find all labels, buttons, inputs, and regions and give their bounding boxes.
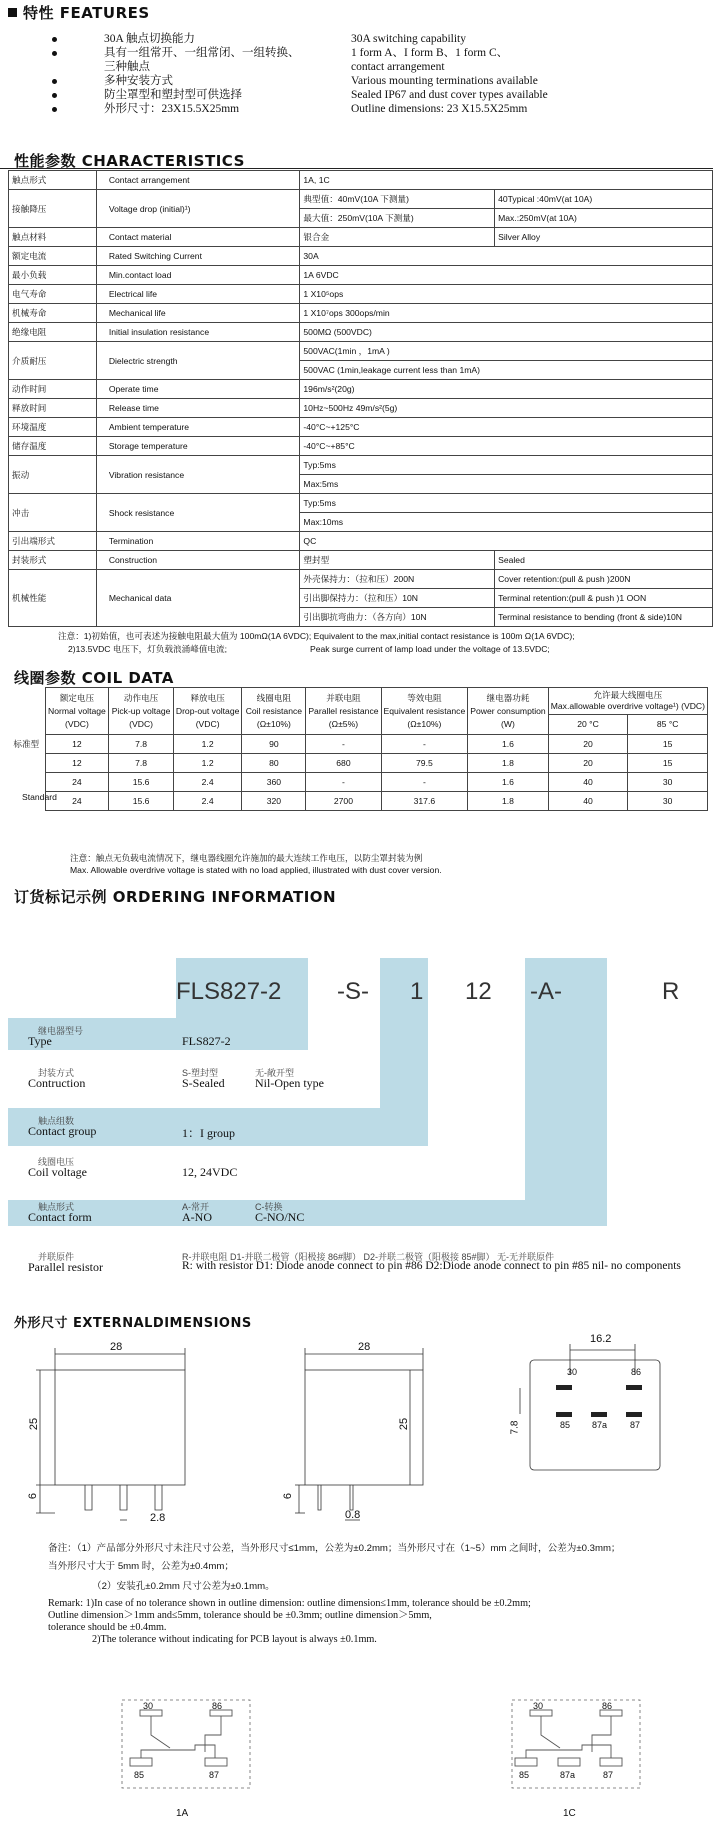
char-value-cell: 引出脚保持力：（拉和压）10N — [300, 589, 495, 608]
view3-pin-86: 86 — [631, 1367, 642, 1377]
char-cn-cell: 触点形式 — [9, 171, 97, 190]
coil-cell: 30 — [628, 792, 708, 811]
char-en-cell: Contact material — [96, 228, 300, 247]
char-value-cell: QC — [300, 532, 713, 551]
coil-row — [8, 773, 708, 792]
char-value-cell: 1A 6VDC — [300, 266, 713, 285]
coil-header-cell — [109, 688, 174, 735]
coil-header-cn: 继电器功耗 — [486, 692, 530, 703]
char-value-en-cell: Max.:250mV(at 10A) — [495, 209, 713, 228]
coil-cell: 317.6 — [381, 792, 468, 811]
char-value-cell: 500MΩ (500VDC) — [300, 323, 713, 342]
feature-cn: 外形尺寸：23X15.5X25mm — [104, 103, 240, 115]
ordering-row-value-cn: R-并联电阻 D1-并联二极管（阳极接 86#脚） D2-并联二极管（阳极接 85#脚） 无-无并联原件 — [182, 1252, 555, 1262]
features-heading: 特性 FEATURES — [8, 2, 150, 23]
remark-line-7: 2)The tolerance without indicating for PCB layout is always ±0.1mm. — [92, 1634, 377, 1645]
bullet-icon — [52, 93, 57, 98]
ordering-row-value2: C-NO/NC — [255, 1210, 305, 1224]
characteristics-row — [9, 342, 713, 361]
schematic-1c-pin-87: 87 — [603, 1770, 614, 1780]
remark-line-6: tolerance should be ±0.4mm. — [48, 1622, 167, 1633]
ordering-row-value: 1：I group — [182, 1126, 235, 1140]
char-value-en-cell: Cover retention:(pull & push )200N — [495, 570, 713, 589]
characteristics-row — [9, 532, 713, 551]
feature-en: Various mounting terminations available — [351, 75, 538, 87]
coil-row-label — [8, 754, 45, 773]
view2-pin: 6 — [282, 1492, 295, 1500]
coil-note-cn: 注意：触点无负载电流情况下，继电器线圈允许施加的最大连续工作电压，以防尘罩封装为例 — [70, 853, 423, 863]
char-value-cell: Typ:5ms — [300, 456, 713, 475]
characteristics-row — [9, 494, 713, 513]
ordering-code-part: -A- — [530, 978, 562, 1005]
char-cn-cell: 封装形式 — [9, 551, 97, 570]
feature-cn: 多种安装方式 — [104, 75, 173, 87]
coil-cell: 7.8 — [109, 735, 174, 754]
char-cn-cell: 绝缘电阻 — [9, 323, 97, 342]
schematics — [0, 1690, 728, 1800]
coil-cell: 1.2 — [173, 735, 242, 754]
coil-cell: 24 — [45, 773, 109, 792]
coil-cell: 20 — [548, 735, 628, 754]
characteristics-heading: 性能参数 CHARACTERISTICS — [14, 152, 245, 170]
char-value-en-cell: Terminal retention:(pull & push )1 OON — [495, 589, 713, 608]
schematic-1c-label: 1C — [563, 1808, 576, 1819]
view1-pin-width: 2.8 — [150, 1512, 166, 1524]
char-en-cell: Electrical life — [96, 285, 300, 304]
coil-cell: 20 — [548, 754, 628, 773]
char-value-cell: 196m/s²(20g) — [300, 380, 713, 399]
coil-table — [8, 687, 708, 811]
coil-cell: 2.4 — [173, 792, 242, 811]
char-cn-cell: 介质耐压 — [9, 342, 97, 380]
dimension-drawings — [0, 1330, 728, 1530]
char-value-cell: 500VAC(1min ，1mA ) — [300, 342, 713, 361]
schematic-1c-outline — [512, 1700, 640, 1788]
char-cn-cell: 额定电流 — [9, 247, 97, 266]
coil-header-cell — [45, 688, 109, 735]
coil-cell: 320 — [242, 792, 306, 811]
char-cn-cell: 环境温度 — [9, 418, 97, 437]
remark-line-5: Outline dimension＞1mm and≤5mm, tolerance should be ±0.3mm; outline dimension＞5mm, — [48, 1610, 432, 1621]
schematic-1a-label: 1A — [176, 1808, 189, 1819]
char-en-cell: Operate time — [96, 380, 300, 399]
schematic-1c-pin-86: 86 — [602, 1701, 613, 1711]
coil-cell: 1.6 — [468, 773, 548, 792]
coil-row — [8, 754, 708, 773]
coil-header-cn: 额定电压 — [59, 692, 95, 703]
coil-cell: - — [306, 735, 381, 754]
ordering-row-value-cn: S-塑封型 — [182, 1068, 219, 1078]
coil-header-en: Equivalent resistance — [383, 705, 466, 716]
char-en-cell: Termination — [96, 532, 300, 551]
characteristics-row — [9, 285, 713, 304]
characteristics-row — [9, 399, 713, 418]
coil-header-row — [8, 688, 708, 715]
characteristics-row — [9, 418, 713, 437]
remark-line-4: Remark: 1)In case of no tolerance shown in outline dimension: outline dimension≤1mm, tolerance should be ±0.2mm; — [48, 1598, 531, 1609]
coil-header-cell — [306, 688, 381, 735]
coil-cell: 12 — [45, 735, 109, 754]
coil-header-cn: 并联电阻 — [326, 692, 361, 703]
char-en-cell: Dielectric strength — [96, 342, 300, 380]
char-value-cell: 1 X10⁵ops — [300, 285, 713, 304]
coil-cell: 24 — [45, 792, 109, 811]
coil-header-unit: (VDC) — [195, 718, 220, 729]
coil-cell: 2.4 — [173, 773, 242, 792]
feature-en: contact arrangement — [351, 61, 445, 73]
characteristics-rule — [0, 168, 713, 169]
view2-width: 28 — [358, 1341, 371, 1353]
ordering-code-part: R — [662, 978, 680, 1005]
char-value-cell: Typ:5ms — [300, 494, 713, 513]
coil-header-unit: (W) — [501, 718, 515, 729]
ordering-row-value: 12, 24VDC — [182, 1165, 238, 1179]
characteristics-row — [9, 380, 713, 399]
coil-header-unit: (Ω±5%) — [328, 718, 359, 729]
char-en-cell: Voltage drop (initial)¹) — [96, 190, 300, 228]
remark-line-1: 备注：（1）产品部分外形尺寸未注尺寸公差，当外形尺寸≤1mm，公差为±0.2mm；当外形尺寸在（1~5）mm 之间时，公差为±0.3mm； — [48, 1543, 621, 1554]
ordering-row-en: Contact group — [28, 1124, 97, 1138]
coil-cell: 90 — [242, 735, 306, 754]
feature-cn: 具有一组常开、一组常闭、一组转换、 — [104, 47, 300, 59]
coil-cell: 79.5 — [381, 754, 468, 773]
ordering-row-value2-cn: C-转换 — [255, 1202, 283, 1212]
ordering-code-part: FLS827-2 — [176, 978, 282, 1005]
feature-en: Outline dimensions: 23 X15.5X25mm — [351, 103, 528, 115]
char-cn-cell: 电气寿命 — [9, 285, 97, 304]
bullet-icon — [52, 51, 57, 56]
char-en-cell: Release time — [96, 399, 300, 418]
view3-pin-87a: 87a — [592, 1420, 608, 1430]
char-value-cell: 1A, 1C — [300, 171, 713, 190]
char-value-cell: Max:5ms — [300, 475, 713, 494]
ordering-row-value: S-Sealed — [182, 1076, 225, 1090]
schematic-1a-pin-85: 85 — [134, 1770, 145, 1780]
coil-temp-cell: 85 °C — [628, 714, 708, 734]
char-value-cell: 1 X10⁷ops 300ops/min — [300, 304, 713, 323]
char-cn-cell: 机械性能 — [9, 570, 97, 627]
feature-cn: 三种触点 — [104, 61, 150, 73]
coil-header-en: Drop-out voltage — [175, 705, 240, 716]
coil-cell: 40 — [548, 773, 628, 792]
coil-cell: - — [381, 735, 468, 754]
ordering-row-en: Coil voltage — [28, 1165, 87, 1179]
schematic-1a-pin-87: 87 — [209, 1770, 220, 1780]
ordering-code-part: 12 — [465, 978, 492, 1005]
char-cn-cell: 接触降压 — [9, 190, 97, 228]
char-value-en-cell: Silver Alloy — [495, 228, 713, 247]
coil-cell: 1.8 — [468, 792, 548, 811]
coil-heading: 线圈参数 COIL DATA — [14, 669, 174, 687]
coil-cell: 30 — [628, 773, 708, 792]
char-en-cell: Construction — [96, 551, 300, 570]
ordering-row-value2: Nil-Open type — [255, 1076, 324, 1090]
coil-header-en: Parallel resistance — [308, 705, 379, 716]
coil-header-unit: (VDC) — [129, 718, 154, 729]
coil-cell: 680 — [306, 754, 381, 773]
dimensions-heading: 外形尺寸 EXTERNALDIMENSIONS — [14, 1316, 252, 1331]
schematic-1c-pin-30: 30 — [533, 1701, 544, 1711]
view2-height: 25 — [398, 1417, 411, 1431]
square-icon — [8, 8, 17, 17]
view3-pin-85: 85 — [560, 1420, 571, 1430]
coil-header-en: Max.allowable overdrive voltage¹) (VDC) — [550, 700, 705, 711]
characteristics-row — [9, 456, 713, 475]
coil-header-cell — [242, 688, 306, 735]
ordering-code-part: 1 — [410, 978, 424, 1005]
char-en-cell: Rated Switching Current — [96, 247, 300, 266]
ordering-row-cn: 触点形式 — [38, 1202, 75, 1212]
remark-line-2: 当外形尺寸大于 5mm 时，公差为±0.4mm； — [48, 1561, 234, 1572]
ordering-row-en: Parallel resistor — [28, 1260, 103, 1274]
coil-header-cn: 线圈电阻 — [256, 692, 292, 703]
char-en-cell: Storage temperature — [96, 437, 300, 456]
char-value-en-cell: 40Typical :40mV(at 10A) — [495, 190, 713, 209]
char-value-cell: 银合金 — [300, 228, 495, 247]
coil-note-en: Max. Allowable overdrive voltage is stated with no load applied, illustrated with dust cover version. — [70, 865, 442, 875]
coil-cell: 40 — [548, 792, 628, 811]
coil-cell: 1.6 — [468, 735, 548, 754]
view3-height: 7.8 — [509, 1420, 521, 1435]
char-value-en-cell: Terminal resistance to bending (front & side)10N — [495, 608, 713, 627]
coil-header-unit: (Ω±10%) — [256, 718, 291, 729]
ordering-row-cn: 封装方式 — [38, 1068, 75, 1078]
coil-cell: 360 — [242, 773, 306, 792]
view1-height: 25 — [28, 1417, 41, 1431]
characteristics-note-1: 注意：1)初始值，也可表述为接触电阻最大值为 100mΩ(1A 6VDC); Equivalent to the max,initial contact resistance is 100m Ω(1A 6VDC); — [58, 631, 575, 641]
coil-row — [8, 792, 708, 811]
characteristics-row — [9, 323, 713, 342]
coil-cell: 15.6 — [109, 792, 174, 811]
coil-row-label — [8, 773, 45, 792]
characteristics-row — [9, 437, 713, 456]
view3-pin-87: 87 — [630, 1420, 641, 1430]
view1-width: 28 — [110, 1341, 123, 1353]
schematic-1a-pin-86: 86 — [212, 1701, 223, 1711]
form-row-band — [8, 1200, 607, 1226]
coil-row-label — [8, 735, 45, 754]
characteristics-row — [9, 247, 713, 266]
char-en-cell: Shock resistance — [96, 494, 300, 532]
feature-en: 1 form A、I form B、1 form C、 — [351, 47, 509, 59]
char-cn-cell: 最小负载 — [9, 266, 97, 285]
coil-temp-cell: 20 °C — [548, 714, 628, 734]
coil-row-label-cn: 标准型 — [13, 739, 40, 749]
feature-en: Sealed IP67 and dust cover types available — [351, 89, 548, 101]
coil-header-unit: (Ω±10%) — [407, 718, 442, 729]
coil-standard-label: Standard — [22, 792, 57, 802]
bullet-icon — [52, 107, 57, 112]
char-cn-cell: 机械寿命 — [9, 304, 97, 323]
coil-header-cell — [173, 688, 242, 735]
char-cn-cell: 引出端形式 — [9, 532, 97, 551]
ordering-row-cn: 继电器型号 — [38, 1026, 84, 1036]
coil-header-en: Coil resistance — [245, 705, 303, 716]
ordering-row-value: A-NO — [182, 1210, 212, 1224]
characteristics-row — [9, 171, 713, 190]
characteristics-note-2a: 2)13.5VDC 电压下，灯负载浪涌峰值电流; — [68, 644, 228, 654]
char-cn-cell: 振动 — [9, 456, 97, 494]
coil-cell: 1.2 — [173, 754, 242, 773]
coil-blank-cell — [8, 688, 45, 735]
characteristics-note-2b: Peak surge current of lamp load under the voltage of 13.5VDC; — [310, 644, 550, 654]
characteristics-row — [9, 266, 713, 285]
ordering-row-value: R: with resistor D1: Diode anode connect to pin #86 D2:Diode anode connect to pin #85 nil- no components — [182, 1260, 681, 1272]
bullet-icon — [52, 37, 57, 42]
char-value-cell: 最大值：250mV(10A 下测量) — [300, 209, 495, 228]
ordering-heading: 订货标记示例 ORDERING INFORMATION — [14, 888, 337, 906]
char-en-cell: Contact arrangement — [96, 171, 300, 190]
coil-header-cn: 释放电压 — [190, 692, 225, 703]
char-value-cell: 引出脚抗弯曲力：（各方向）10N — [300, 608, 495, 627]
char-value-cell: 外壳保持力：（拉和压）200N — [300, 570, 495, 589]
coil-cell: 80 — [242, 754, 306, 773]
view3-pin-30: 30 — [567, 1367, 578, 1377]
coil-header-cn: 等效电阻 — [407, 692, 442, 703]
characteristics-row — [9, 304, 713, 323]
coil-header-cell — [381, 688, 468, 735]
coil-header-unit: (VDC) — [64, 718, 89, 729]
coil-header-cell — [468, 688, 548, 735]
coil-cell: 15 — [628, 735, 708, 754]
ordering-row-en: Contruction — [28, 1076, 86, 1090]
feature-cn: 防尘罩型和塑封型可供选择 — [104, 89, 242, 101]
char-en-cell: Ambient temperature — [96, 418, 300, 437]
coil-header-cell — [548, 688, 707, 715]
char-value-cell: -40°C~+125°C — [300, 418, 713, 437]
ordering-row-cn: 触点组数 — [38, 1116, 75, 1126]
ordering-row-value-cn: A-常开 — [182, 1202, 210, 1212]
view1-body — [55, 1370, 185, 1485]
ordering-row-value: FLS827-2 — [182, 1034, 231, 1048]
schematic-1c-pin-87a: 87a — [560, 1770, 576, 1780]
char-value-en-cell: Sealed — [495, 551, 713, 570]
coil-header-cn: 动作电压 — [123, 692, 159, 703]
characteristics-row — [9, 570, 713, 589]
bullet-icon — [52, 79, 57, 84]
ordering-row-value2-cn: 无-敞开型 — [255, 1068, 294, 1078]
ordering-code-part: -S- — [337, 978, 369, 1005]
remark-line-3: （2）安装孔±0.2mm 尺寸公差为±0.1mm。 — [92, 1581, 275, 1592]
coil-header-cn: 允许最大线圈电压 — [593, 689, 663, 700]
char-value-cell: 塑封型 — [300, 551, 495, 570]
ordering-row-en: Type — [28, 1034, 52, 1048]
coil-cell: 12 — [45, 754, 109, 773]
coil-header-en: Normal voltage — [48, 705, 106, 716]
char-cn-cell: 触点材料 — [9, 228, 97, 247]
char-value-cell: 500VAC (1min,leakage current less than 1mA) — [300, 361, 713, 380]
char-value-cell: -40°C~+85°C — [300, 437, 713, 456]
char-cn-cell: 动作时间 — [9, 380, 97, 399]
coil-cell: 2700 — [306, 792, 381, 811]
char-en-cell: Min.contact load — [96, 266, 300, 285]
coil-cell: - — [381, 773, 468, 792]
char-en-cell: Mechanical data — [96, 570, 300, 627]
ordering-row-en: Contact form — [28, 1210, 92, 1224]
coil-cell: - — [306, 773, 381, 792]
characteristics-table — [8, 170, 713, 627]
char-cn-cell: 冲击 — [9, 494, 97, 532]
coil-header-en: Pick-up voltage — [111, 705, 171, 716]
view2-pin-width: 0.8 — [345, 1509, 361, 1521]
coil-cell: 7.8 — [109, 754, 174, 773]
characteristics-row — [9, 190, 713, 209]
char-value-cell: Max:10ms — [300, 513, 713, 532]
view3-width: 16.2 — [590, 1333, 612, 1345]
feature-en: 30A switching capability — [351, 33, 466, 45]
char-cn-cell: 释放时间 — [9, 399, 97, 418]
char-value-cell: 10Hz~500Hz 49m/s²(5g) — [300, 399, 713, 418]
coil-cell: 1.8 — [468, 754, 548, 773]
char-value-cell: 30A — [300, 247, 713, 266]
view1-pin: 6 — [27, 1492, 40, 1500]
char-en-cell: Initial insulation resistance — [96, 323, 300, 342]
coil-row — [8, 735, 708, 754]
characteristics-row — [9, 551, 713, 570]
coil-header-en: Power consumption — [470, 705, 546, 716]
char-en-cell: Vibration resistance — [96, 456, 300, 494]
ordering-row-cn: 并联原件 — [38, 1252, 75, 1262]
coil-cell: 15.6 — [109, 773, 174, 792]
coil-cell: 15 — [628, 754, 708, 773]
characteristics-row — [9, 228, 713, 247]
char-en-cell: Mechanical life — [96, 304, 300, 323]
char-cn-cell: 储存温度 — [9, 437, 97, 456]
schematic-1a-pin-30: 30 — [143, 1701, 154, 1711]
ordering-row-cn: 线圈电压 — [38, 1157, 75, 1167]
feature-cn: 30A 触点切换能力 — [104, 33, 196, 45]
schematic-1c-pin-85: 85 — [519, 1770, 530, 1780]
char-value-cell: 典型值：40mV(10A 下测量) — [300, 190, 495, 209]
